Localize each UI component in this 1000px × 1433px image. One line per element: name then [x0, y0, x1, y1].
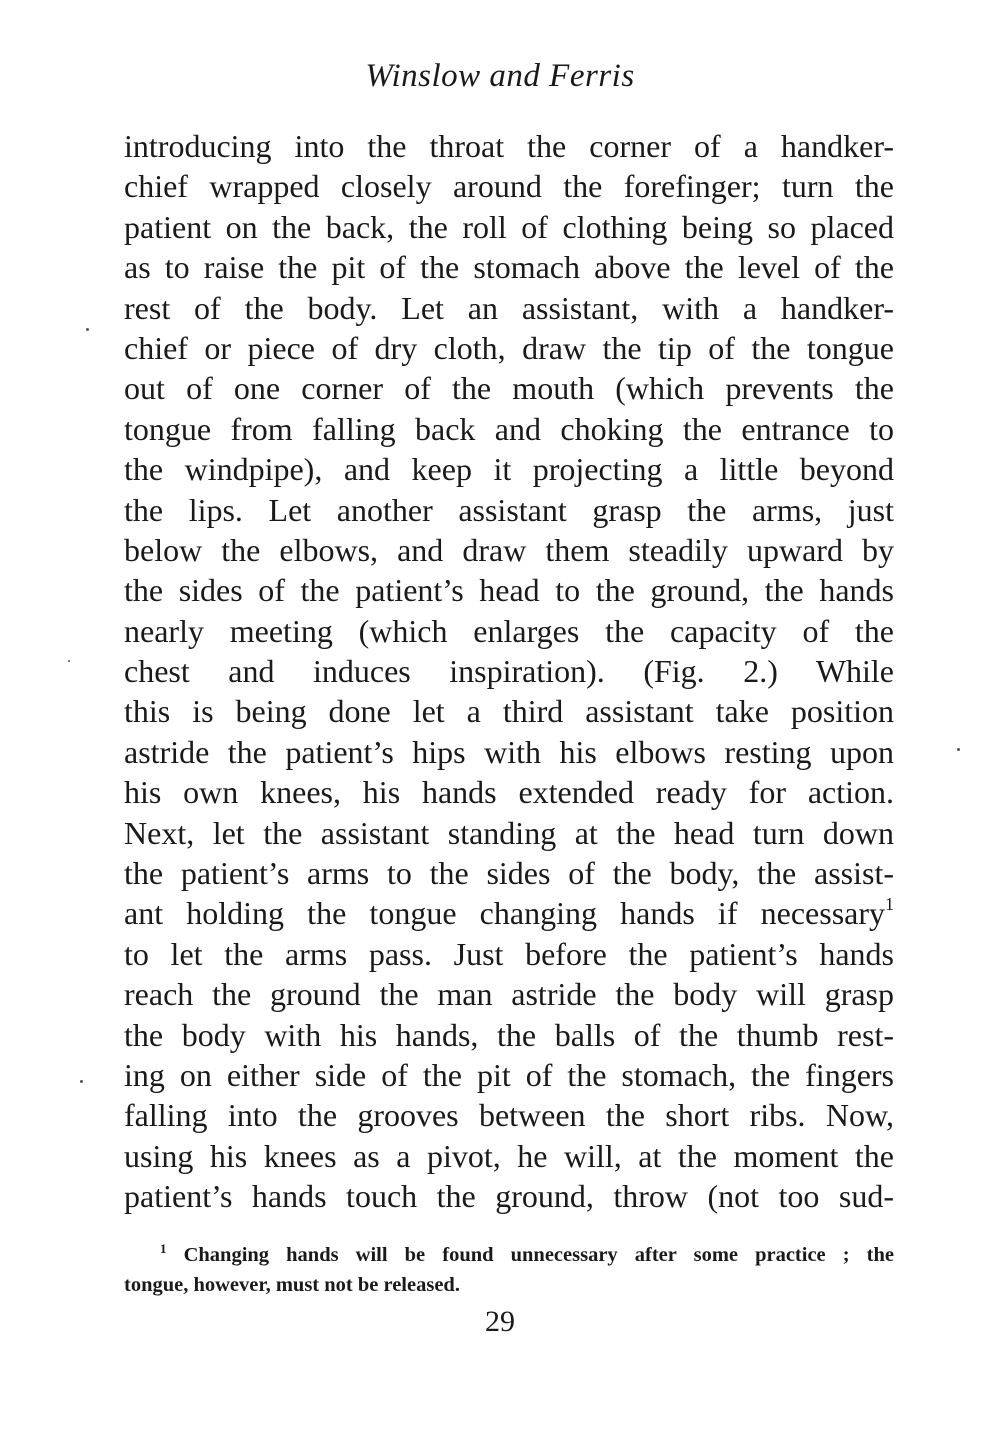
body-line: chief wrapped closely around the forefinger; turn the [124, 168, 894, 205]
footnote-line [124, 1240, 894, 1270]
body-line: Next, let the assistant standing at the head turn down [124, 814, 894, 851]
body-line: tongue from falling back and choking the entrance to [124, 410, 894, 447]
footnote-text: Changing hands will be found unnecessary after some practice ; the [183, 1244, 894, 1266]
body-line: reach the ground the man astride the body will grasp [124, 976, 894, 1013]
body-line: his own knees, his hands extended ready for action. [124, 774, 894, 811]
body-line-with-note-ref [124, 893, 894, 933]
body-line: the patient’s arms to the sides of the body, the assist- [124, 855, 894, 892]
body-line: to let the arms pass. Just before the patient’s hands [124, 935, 894, 972]
body-line: patient’s hands touch the ground, throw (not too sud- [124, 1178, 894, 1215]
scan-speck [86, 328, 89, 331]
body-line: using his knees as a pivot, he will, at the moment the [124, 1137, 894, 1174]
body-line: introducing into the throat the corner of a handker- [124, 128, 894, 164]
footnote [124, 1240, 894, 1300]
scan-speck [68, 660, 70, 662]
footnote-reference[interactable]: 1 [885, 894, 894, 915]
body-line: as to raise the pit of the stomach above the level of the [124, 249, 894, 286]
body-text [124, 126, 894, 1217]
body-line: the body with his hands, the balls of the thumb rest- [124, 1016, 894, 1053]
body-line: the sides of the patient’s head to the ground, the hands [124, 572, 894, 609]
body-line: rest of the body. Let an assistant, with a handker- [124, 289, 894, 326]
body-line: chief or piece of dry cloth, draw the tip of the tongue [124, 329, 894, 366]
body-line-text: ant holding the tongue changing hands if necessary [124, 895, 885, 932]
page-number: 29 [485, 1305, 515, 1338]
body-line: the windpipe), and keep it projecting a little beyond [124, 451, 894, 488]
body-line: ing on either side of the pit of the stomach, the fingers [124, 1056, 894, 1093]
body-line: patient on the back, the roll of clothing being so placed [124, 208, 894, 245]
body-line: below the elbows, and draw them steadily upward by [124, 531, 894, 568]
body-line: astride the patient’s hips with his elbows resting upon [124, 733, 894, 770]
scan-speck [957, 748, 960, 751]
body-line: nearly meeting (which enlarges the capacity of the [124, 612, 894, 649]
body-line: chest and induces inspiration). (Fig. 2.) While [124, 653, 894, 690]
footnote-line: tongue, however, must not be released. [124, 1274, 460, 1296]
body-line: this is being done let a third assistant take position [124, 693, 894, 730]
scan-speck [80, 1080, 83, 1083]
running-head: Winslow and Ferris [365, 58, 635, 94]
body-line: falling into the grooves between the short ribs. Now, [124, 1097, 894, 1134]
footnote-marker: 1 [160, 1241, 167, 1256]
body-line: out of one corner of the mouth (which prevents the [124, 370, 894, 407]
body-line: the lips. Let another assistant grasp the arms, just [124, 491, 894, 528]
